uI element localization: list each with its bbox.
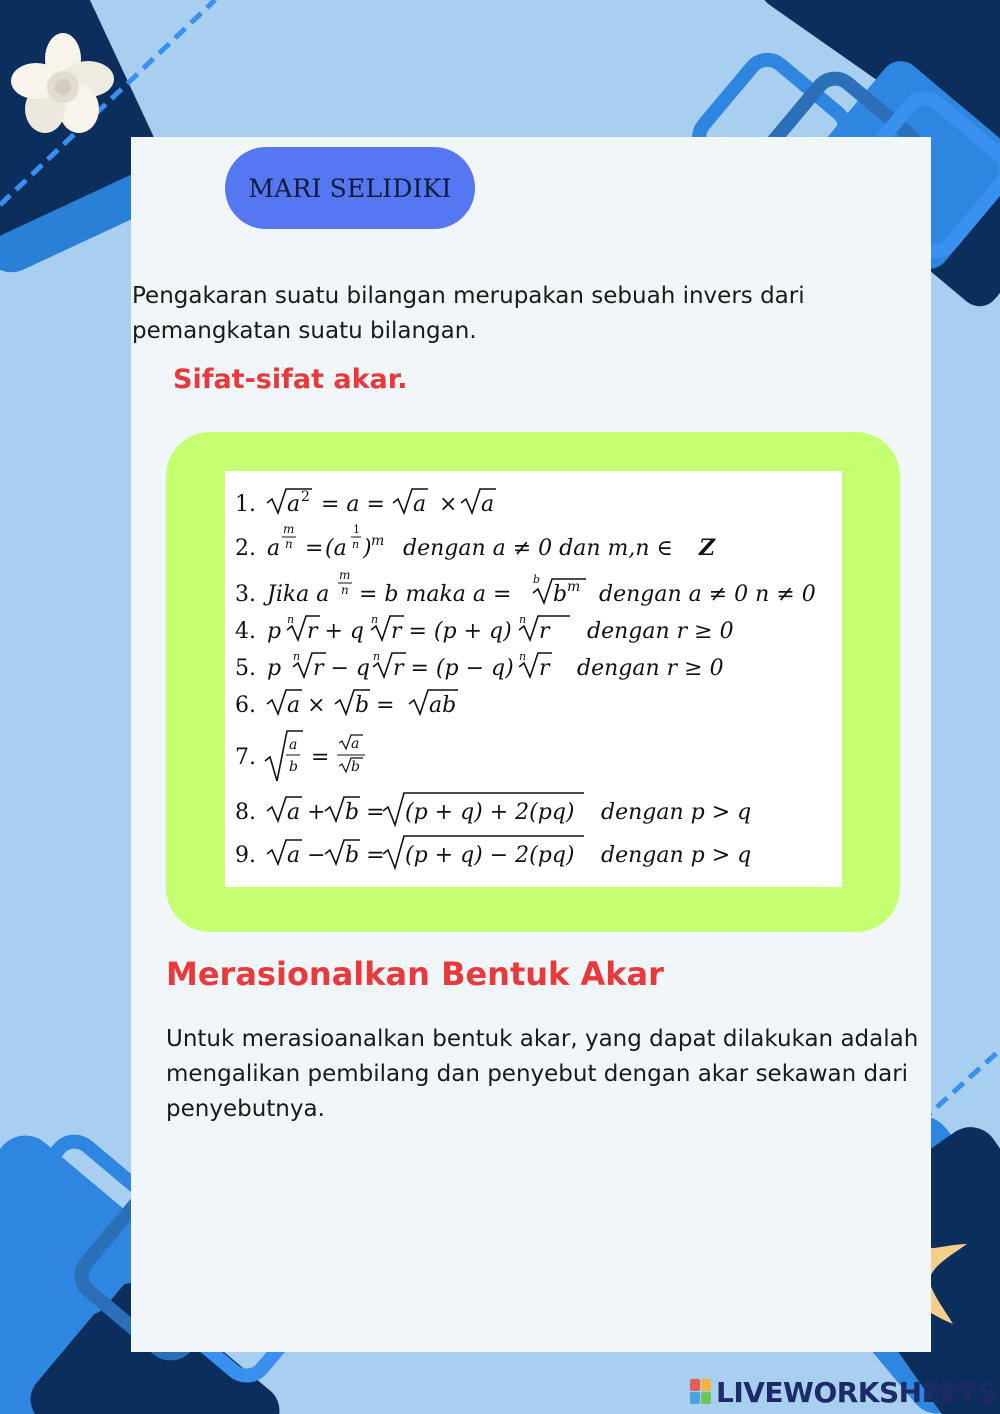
formula-text: dengan a ≠ 0 dan m,n ∈ xyxy=(403,536,673,561)
formula-text: a − xyxy=(287,843,326,868)
formula-text: (p + q) − 2(pq) xyxy=(405,843,575,868)
svg-text:n: n xyxy=(519,613,527,626)
formula-text: r = (p − q) xyxy=(393,656,514,681)
formula-row-6 xyxy=(235,690,458,718)
formula-text: a + xyxy=(287,800,326,825)
formula-text: = xyxy=(305,536,324,561)
svg-text:n: n xyxy=(341,583,349,597)
formula-text: Z xyxy=(699,535,716,561)
svg-text:r: r xyxy=(539,619,550,644)
formula-text: r − q xyxy=(313,656,371,681)
sifat-akar-heading: Sifat-sifat akar. xyxy=(173,364,408,395)
svg-text:n: n xyxy=(352,538,360,551)
formula-text: dengan p > q xyxy=(601,843,752,868)
formula-number: 8. xyxy=(235,800,256,825)
formula-number: 3. xyxy=(235,582,256,607)
svg-text:a: a xyxy=(287,492,301,517)
formula-text: × xyxy=(439,492,458,517)
svg-text:=: = xyxy=(311,745,330,770)
formula-text: r = (p + q) xyxy=(391,619,512,644)
formula-text: dengan r ≥ 0 xyxy=(587,619,734,644)
svg-text:b: b xyxy=(553,582,568,607)
formula-text: dengan a ≠ 0 n ≠ 0 xyxy=(599,582,816,607)
formula-row-4 xyxy=(235,613,734,644)
formula-text: dengan p > q xyxy=(601,800,752,825)
badge-label: MARI SELIDIKI xyxy=(248,173,452,203)
svg-text:n: n xyxy=(373,650,381,663)
svg-text:a: a xyxy=(289,737,298,753)
svg-text:r: r xyxy=(539,656,550,681)
svg-text:a: a xyxy=(481,492,495,517)
formula-text: ab xyxy=(429,693,457,718)
formula-row-2 xyxy=(235,522,716,561)
formula-row-8 xyxy=(235,793,751,825)
svg-text:n: n xyxy=(287,613,295,626)
svg-text:a: a xyxy=(267,536,281,561)
formula-text: = b maka a = xyxy=(359,582,512,607)
formula-row-5 xyxy=(235,650,724,681)
liveworksheets-logo[interactable] xyxy=(690,1372,997,1412)
formula-number: 5. xyxy=(235,656,256,681)
formula-row-7 xyxy=(235,731,365,781)
formula-text: p xyxy=(267,656,282,681)
mari-selidiki-badge xyxy=(225,147,475,229)
formula-text: r + q xyxy=(307,619,365,644)
formula-number: 9. xyxy=(235,843,256,868)
svg-text:n: n xyxy=(285,537,293,551)
svg-text:a: a xyxy=(413,492,427,517)
svg-text:b: b xyxy=(533,573,541,586)
formula-text: b = xyxy=(345,800,385,825)
svg-text:m: m xyxy=(339,568,351,582)
svg-text:n: n xyxy=(293,650,301,663)
svg-text:m: m xyxy=(567,579,581,595)
svg-text:): ) xyxy=(363,536,372,561)
formula-text: b = xyxy=(345,843,385,868)
formula-row-9 xyxy=(235,836,751,868)
formula-row-3 xyxy=(235,568,816,607)
svg-text:b: b xyxy=(289,759,298,775)
formula-number: 1. xyxy=(235,492,256,517)
formula-text: = a = xyxy=(321,492,385,517)
svg-text:b: b xyxy=(351,759,360,775)
formula-text: dengan r ≥ 0 xyxy=(577,656,724,681)
formula-number: 7. xyxy=(235,745,256,770)
svg-text:2: 2 xyxy=(301,489,310,505)
intro-paragraph: Pengakaran suatu bilangan merupakan sebuah invers dari pemangkatan suatu bilangan. xyxy=(132,283,805,344)
svg-text:(a: (a xyxy=(325,536,347,561)
svg-text:1: 1 xyxy=(353,523,360,536)
merasionalkan-paragraph: Untuk merasioanalkan bentuk akar, yang dapat dilakukan adalah mengalikan pembilang dan penyebut dengan akar sekawan dari penyebutnya. xyxy=(166,1026,919,1122)
svg-text:n: n xyxy=(371,613,379,626)
formula-text: Jika a xyxy=(267,582,330,607)
liveworksheets-logo-icon xyxy=(690,1379,712,1405)
svg-text:a: a xyxy=(351,736,360,752)
svg-text:m: m xyxy=(283,522,295,536)
formula-row-1 xyxy=(235,489,496,517)
svg-text:n: n xyxy=(519,650,527,663)
formula-text: p xyxy=(267,619,282,644)
merasionalkan-heading: Merasionalkan Bentuk Akar xyxy=(166,955,664,993)
formula-text: a × xyxy=(287,693,326,718)
formula-number: 6. xyxy=(235,693,256,718)
liveworksheets-logo-text: LIVEWORKSHEETS xyxy=(716,1375,998,1409)
formula-text: (p + q) + 2(pq) xyxy=(405,800,575,825)
formula-list xyxy=(225,471,842,887)
formula-number: 4. xyxy=(235,619,256,644)
formula-number: 2. xyxy=(235,536,256,561)
svg-text:m: m xyxy=(371,533,385,549)
formula-text: b = xyxy=(355,693,395,718)
